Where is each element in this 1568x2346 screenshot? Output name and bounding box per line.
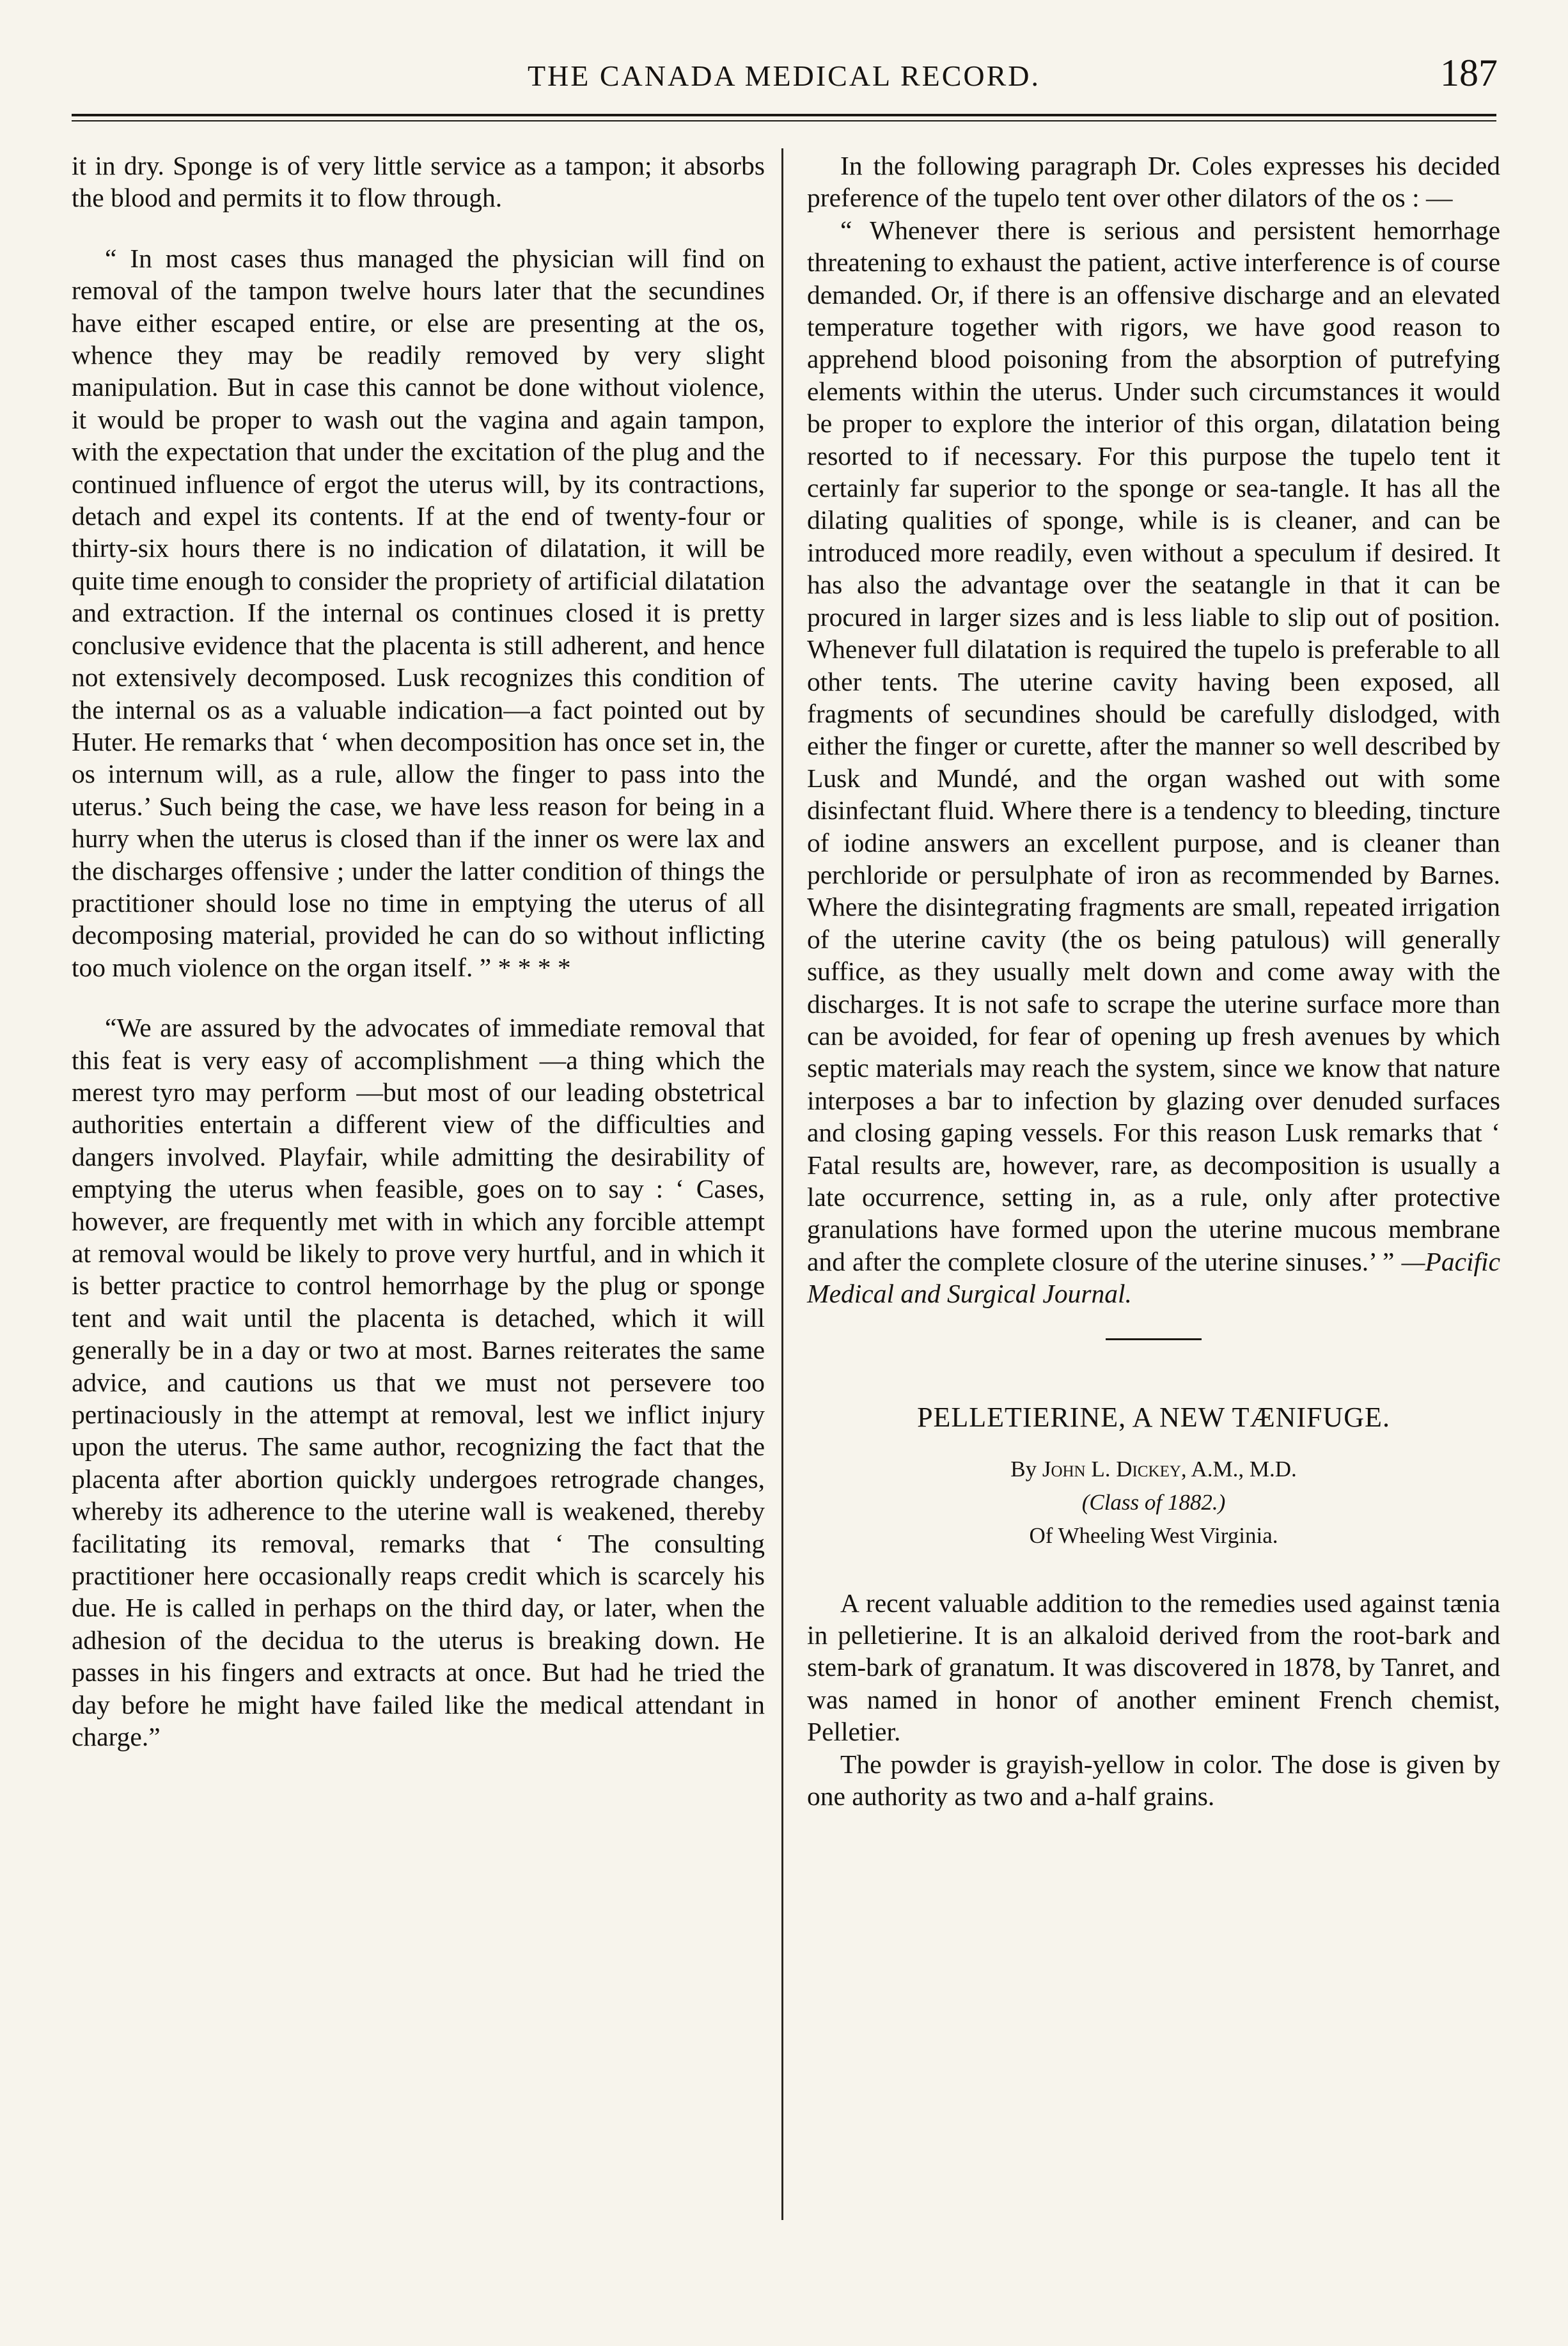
paragraph: “ In most cases thus managed the physician will find on removal of the tampon twelve hours later that the secundines have either escaped entire, or else are presenting at the os, whence they may be readily removed by very slight manipulation. But in case this cannot be done without violence, it would be proper to wash out the vagina and again tampon, with the expectation that under the excitation of the plug and the continued influence of ergot the uterus will, by its contractions, detach and expel its contents. If at the end of twenty-four or thirty-six hours there is no indication of dilatation, it will be quite time enough to consider the propriety of artificial dilatation and extraction. If the internal os continues closed it is pretty conclusive evidence that the placenta is still adherent, and hence not extensively decomposed. Lusk recognizes this condition of the internal os as a valuable indication—a fact pointed out by Huter. He remarks that ‘ when decomposition has once set in, the os internum will, as a rule, allow the finger to pass into the uterus.’ Such being the case, we have less reason for being in a hurry when the uterus is closed than if the inner os were lax and the discharges offensive ; under the latter condition of things the practitioner should lose no time in emptying the uterus of all decomposing material, provided he can do so without inflicting too much violence on the organ itself. ” * * * * <box>72 243 765 982</box>
paragraph: A recent valuable addition to the remedies used against tænia in pelletierine. It is an alkaloid derived from the root-bark and stem-bark of granatum. It was discovered in 1878, by Tanret, and was named in honor of another eminent French chemist, Pelletier. <box>807 1588 1500 1747</box>
place-line: Of Wheeling West Virginia. <box>1029 1522 1278 1548</box>
left-column <box>72 150 765 1753</box>
author-name: John L. Dickey <box>1042 1456 1181 1482</box>
paragraph: The powder is grayish-yellow in color. The dose is given by one authority as two and a-half grains. <box>807 1749 1500 1811</box>
paragraph: it in dry. Sponge is of very little service as a tampon; it absorbs the blood and permits it to flow through. <box>72 151 765 213</box>
byline <box>807 1453 1500 1486</box>
quoted-text: “ Whenever there is serious and persistent hemorrhage threatening to exhaust the patient, active interference is of course demanded. Or, if there is an offensive discharge and an elevated temperature together with rigors, we have good reason to apprehend blood poisoning from the absorption of putrefying elements within the uterus. Under such circumstances it would be proper to explore the interior of this organ, dilatation being resorted to if necessary. For this purpose the tupelo tent it certainly far superior to the sponge or sea-tangle. It has all the dilating qualities of sponge, while is is cleaner, and can be introduced more readily, even without a speculum if desired. It has also the advantage over the seatangle in that it can be procured in larger sizes and is less liable to slip out of position. Whenever full dilatation is required the tupelo is preferable to all other tents. The uterine cavity having been exposed, all fragments of secundines should be carefully dislodged, with either the finger or curette, after the manner so well described by Lusk and Mundé, and the organ washed out with some disinfectant fluid. Where there is a tendency to bleeding, tincture of iodine answers an excellent purpose, and is cleaner than perchloride or persulphate of iron as recommended by Barnes. Where the disintegrating fragments are small, repeated irrigation of the uterine cavity (the os being patulous) will generally suffice, as they usually melt down and come away with the discharges. It is not safe to scrape the uterine surface more than can be avoided, for fear of opening up fresh avenues by which septic materials may reach the system, since we know that nature interposes a bar to infection by glazing over denuded surfaces and closing gaping vessels. For this reason Lusk remarks that ‘ Fatal results are, however, rare, as decomposition is usually a late occurrence, setting in, as a rule, only after protective granulations have formed upon the uterine mucous membrane and after the complete closure of the uterine sinuses.’ ” <box>807 215 1500 1276</box>
page-number: 187 <box>1440 52 1498 94</box>
header-rule-thin <box>72 120 1496 121</box>
author-degrees: , A.M., M.D. <box>1180 1456 1297 1482</box>
section-divider <box>1106 1338 1202 1340</box>
paragraph: In the following paragraph Dr. Coles expresses his decided preference of the tupelo tent over other dilators of the os : — <box>807 151 1500 213</box>
column-divider <box>781 148 783 2220</box>
paragraph <box>807 214 1500 1310</box>
source-citation: —Pacific Medical and Surgical Journal. <box>807 1246 1500 1309</box>
article-title: PELLETIERINE, A NEW TÆNIFUGE. <box>917 1401 1390 1433</box>
class-line: (Class of 1882.) <box>1081 1489 1226 1515</box>
running-title: THE CANADA MEDICAL RECORD. <box>527 59 1041 92</box>
byline-prefix: By <box>1010 1456 1042 1482</box>
paragraph: “We are assured by the advocates of immediate removal that this feat is very easy of accomplishment —a thing which the merest tyro may perform —but most of our leading obstetrical authorities entertain a different view of the difficulties and dangers involved. Playfair, while admitting the desirability of emptying the uterus when feasible, goes on to say : ‘ Cases, however, are frequently met with in which any forcible attempt at removal would be likely to prove very hurtful, and in which it is better practice to control hemorrhage by the plug or sponge tent and wait until the placenta is detached, which it will generally be in a day or two at most. Barnes reiterates the same advice, and cautions us that we must not persevere too pertinaciously in the attempt at removal, lest we inflict injury upon the uterus. The same author, recognizing the fact that the placenta after abortion quickly undergoes retrograde changes, whereby its adherence to the uterine wall is weakened, thereby facilitating its removal, remarks that ‘ The consulting practitioner here occasionally reaps credit which is scarcely his due. He is called in perhaps on the third day, or later, when the adhesion of the decidua to the uterus is breaking down. He passes in his fingers and extracts at once. But had he tried the day before he might have failed like the medical attendant in charge.” <box>72 1013 765 1752</box>
right-column <box>807 150 1500 1812</box>
page-header <box>0 0 1568 128</box>
header-rule-thick <box>72 114 1496 116</box>
